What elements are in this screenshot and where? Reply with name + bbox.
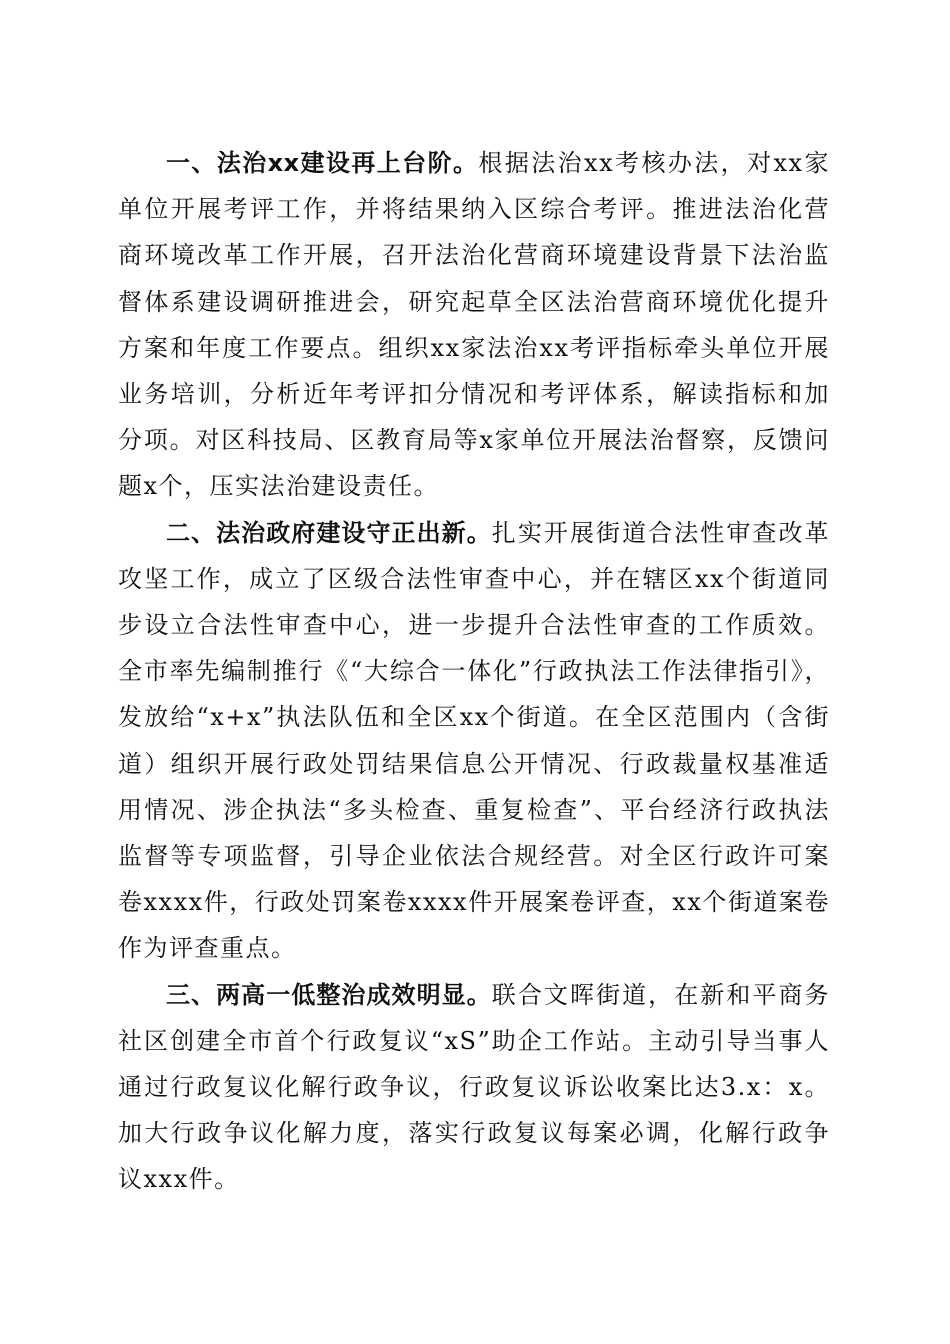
paragraph-1-body: 根据法治xx考核办法，对xx家单位开展考评工作，并将结果纳入区综合考评。推进法治化营商环境改革工作开展，召开法治化营商环境建设背景下法治监督体系建设调研推进会，研究起草全区法治营商环境优化提升方案和年度工作要点。组织xx家法治xx考评指标牵头单位开展业务培训，分析近年考评扣分情况和考评体系，解读指标和加分项。对区科技局、区教育局等x家单位开展法治督察，反馈问题x个，压实法治建设责任。 [118, 149, 830, 501]
paragraph-3-heading: 三、两高一低整治成效明显。 [166, 980, 492, 1009]
paragraph-1 [118, 140, 830, 510]
paragraph-2-body: 扎实开展街道合法性审查改革攻坚工作，成立了区级合法性审查中心，并在辖区xx个街道同步设立合法性审查中心，进一步提升合法性审查的工作质效。全市率先编制推行《“大综合一体化”行政执法工作法律指引》，发放给“x+x”执法队伍和全区xx个街道。在全区范围内（含街道）组织开展行政处罚结果信息公开情况、行政裁量权基准适用情况、涉企执法“多头检查、重复检查”、平台经济行政执法监督等专项监督，引导企业依法合规经营。对全区行政许可案卷xxxx件，行政处罚案卷xxxx件开展案卷评查，xx个街道案卷作为评查重点。 [118, 518, 831, 963]
paragraph-3 [118, 972, 830, 1203]
paragraph-2 [118, 510, 830, 972]
paragraph-1-heading: 一、法治xx建设再上台阶。 [166, 149, 479, 177]
paragraph-2-heading: 二、法治政府建设守正出新。 [166, 518, 492, 547]
document-page [118, 140, 830, 1203]
paragraph-3-body: 联合文晖街道，在新和平商务社区创建全市首个行政复议“xS”助企工作站。主动引导当事人通过行政复议化解行政争议，行政复议诉讼收案比达3.x：x。加大行政争议化解力度，落实行政复议每案必调，化解行政争议xxx件。 [118, 980, 831, 1194]
